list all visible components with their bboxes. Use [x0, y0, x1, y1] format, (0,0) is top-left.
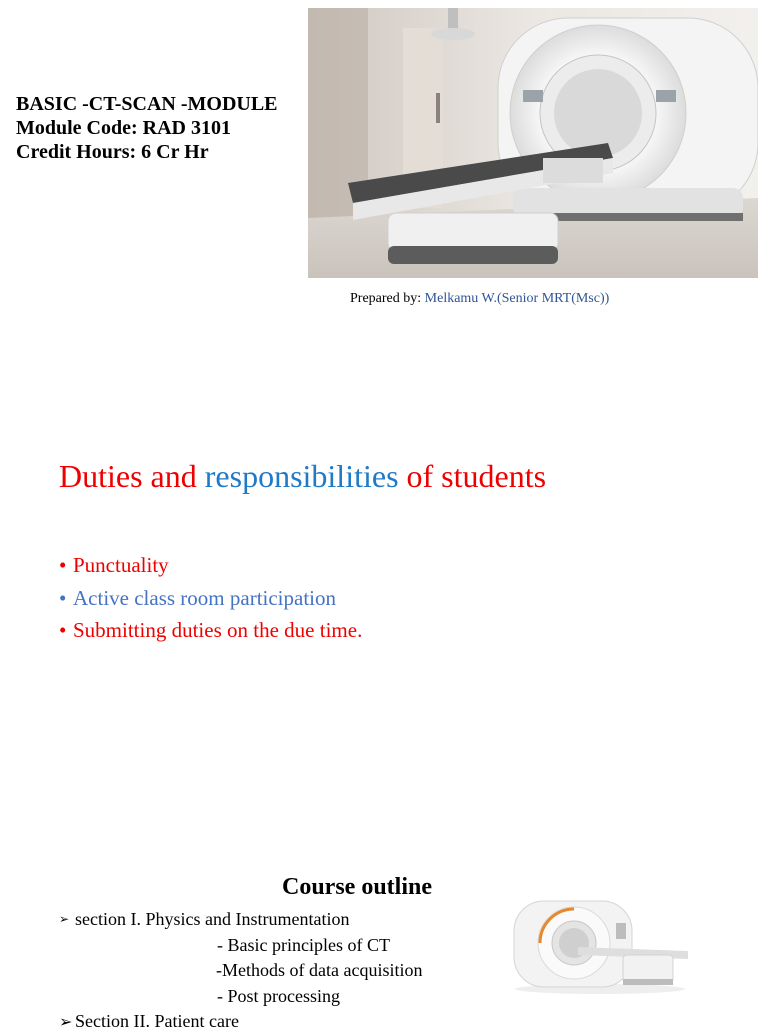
arrow-bullet-icon: ➢ — [59, 1014, 73, 1031]
bullet-icon: • — [59, 618, 67, 642]
course-outline-title: Course outline — [282, 874, 432, 900]
ct-scanner-room-photo-icon — [308, 8, 758, 278]
module-title-block — [16, 92, 278, 164]
prepared-by — [350, 291, 609, 307]
list-item — [59, 907, 349, 933]
duties-title — [59, 458, 546, 495]
list-item-text: Submitting duties on the due time. — [73, 618, 363, 642]
credit-hours: Credit Hours: 6 Cr Hr — [16, 141, 209, 163]
ct-scanner-room-illustration — [308, 8, 758, 278]
list-item — [59, 1009, 349, 1035]
arrow-bullet-icon: ➢ — [59, 912, 70, 926]
subitem-label: - Basic principles of CT — [217, 934, 390, 955]
module-code: Module Code: RAD 3101 — [16, 117, 231, 139]
duties-title-part1: Duties and — [59, 458, 205, 494]
subitem-label: -Methods of data acquisition — [216, 960, 423, 980]
bullet-icon: • — [59, 585, 67, 610]
list-item — [59, 984, 349, 1010]
list-item — [59, 549, 362, 582]
subitem-label: - Post processing — [217, 985, 340, 1006]
section1-label: section I. Physics and Instrumentation — [75, 909, 350, 929]
prepared-by-label: Prepared by: — [350, 291, 425, 306]
module-title: BASIC -CT-SCAN -MODULE — [16, 93, 278, 115]
list-item — [59, 582, 362, 615]
list-item — [59, 958, 423, 984]
list-item — [59, 933, 390, 959]
list-item-text: Active class room participation — [73, 585, 337, 610]
course-outline-list — [59, 907, 423, 1035]
duties-title-part3: of students — [398, 458, 547, 494]
prepared-by-author: Melkamu W.(Senior MRT(Msc)) — [424, 291, 610, 306]
ct-scanner-product-illustration — [508, 893, 692, 995]
duties-bullet-list — [59, 549, 362, 647]
list-item — [59, 614, 362, 647]
section2-label: Section II. Patient care — [75, 1011, 239, 1031]
ct-scanner-product-photo-icon — [508, 893, 692, 995]
duties-title-part2: responsibilities — [204, 458, 399, 494]
bullet-icon: • — [59, 553, 67, 577]
list-item-text: Punctuality — [73, 553, 169, 577]
